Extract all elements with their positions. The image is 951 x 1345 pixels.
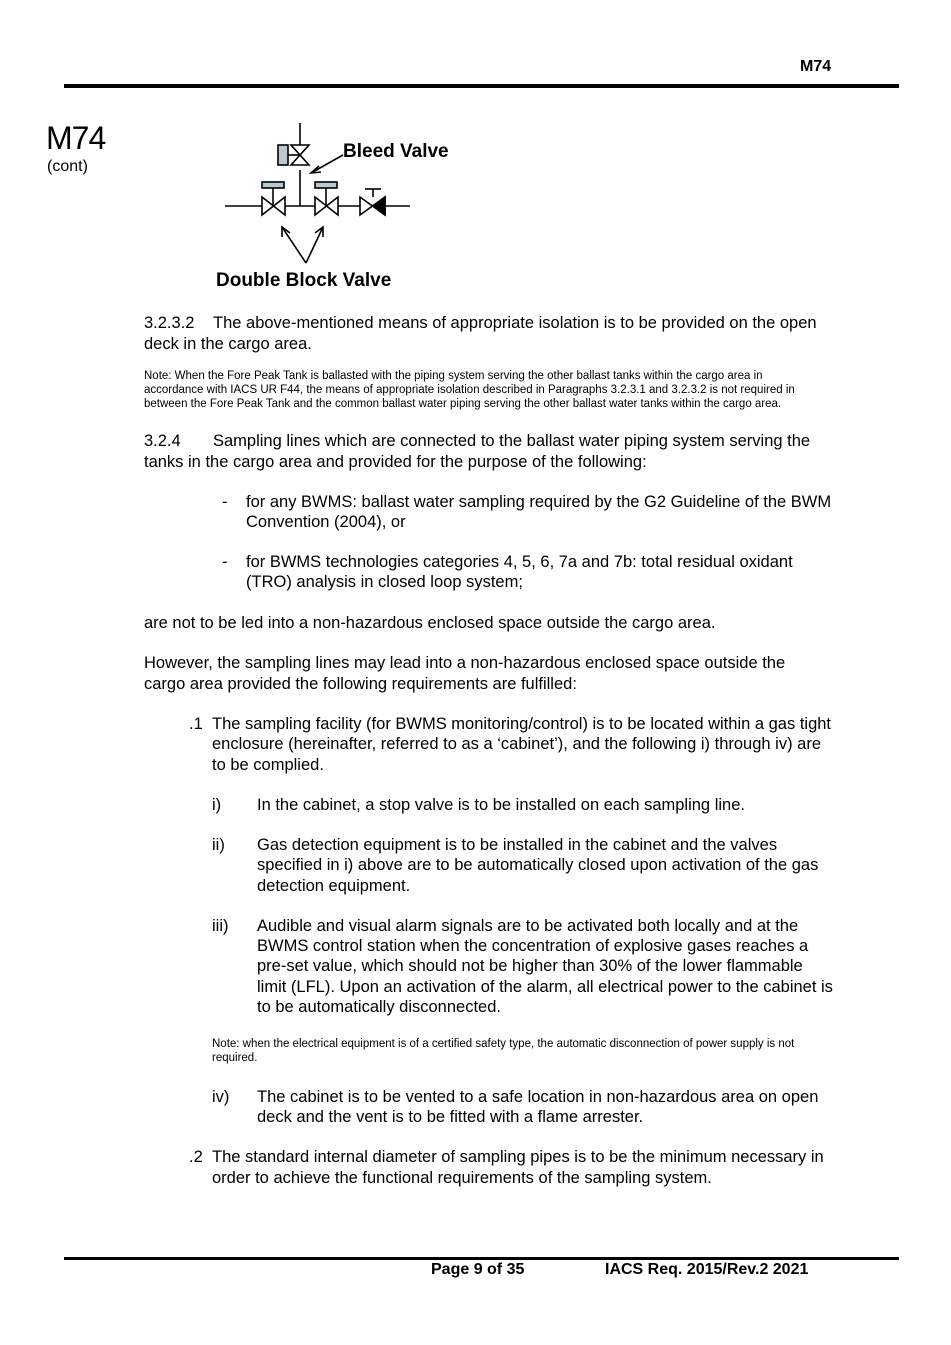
sub-i-l1: In the cabinet, a stop valve is to be installed on each sampling line.: [257, 796, 745, 814]
bullet1-l2: Convention (2004), or: [246, 513, 406, 531]
item2-l1: The standard internal diameter of sampling pipes is to be the minimum necessary in: [212, 1148, 824, 1166]
s3232-note-l3: between the Fore Peak Tank and the common ballast water piping serving the other ballast water tanks within the cargo area.: [144, 398, 782, 410]
bullet2-dash: -: [222, 553, 228, 571]
however-l2: cargo area provided the following requirements are fulfilled:: [144, 675, 577, 693]
s3232-text-l2: deck in the cargo area.: [144, 335, 312, 353]
item1-num: .1: [189, 715, 203, 733]
bleed-arrow: [311, 155, 343, 173]
footer-page: Page 9 of 35: [431, 1261, 525, 1278]
s3232-note-l2: accordance with IACS UR F44, the means of appropriate isolation described in Paragraphs 3.2.3.1 and 3.2.3.2 is not required in: [144, 384, 795, 396]
sub-ii-l2: specified in i) above are to be automatically closed upon activation of the gas: [257, 856, 819, 874]
footer-ref: IACS Req. 2015/Rev.2 2021: [605, 1261, 809, 1278]
s324-l2: tanks in the cargo area and provided for the purpose of the following:: [144, 453, 647, 471]
s324-number: 3.2.4: [144, 432, 181, 450]
valve-diagram: [215, 115, 475, 295]
item2-num: .2: [189, 1148, 203, 1166]
header-rule: [64, 84, 899, 88]
sub-ii-l1: Gas detection equipment is to be installed in the cabinet and the valves: [257, 836, 778, 854]
bullet2-l1: for BWMS technologies categories 4, 5, 6, 7a and 7b: total residual oxidant: [246, 553, 793, 571]
sub-ii-l3: detection equipment.: [257, 877, 411, 895]
sub-iv-num: iv): [212, 1088, 230, 1106]
bullet1-dash: -: [222, 493, 228, 511]
bullet1-l1: for any BWMS: ballast water sampling required by the G2 Guideline of the BWM: [246, 493, 832, 511]
item1-l1: The sampling facility (for BWMS monitoring/control) is to be located within a gas tight: [212, 715, 832, 733]
block-valve-left-actuator-icon: [262, 182, 284, 188]
bullet2-l2: (TRO) analysis in closed loop system;: [246, 573, 523, 591]
bleed-valve-actuator-icon: [278, 145, 288, 165]
item2-l2: order to achieve the functional requirements of the sampling system.: [212, 1169, 712, 1187]
s324-l1: Sampling lines which are connected to the ballast water piping system serving the: [213, 432, 811, 450]
double-block-valve-label: Double Block Valve: [216, 270, 392, 291]
double-block-arrow-right: [306, 227, 323, 263]
block-valve-right-actuator-icon: [315, 182, 337, 188]
footer-rule: [64, 1257, 899, 1260]
however-l1: However, the sampling lines may lead into a non-hazardous enclosed space outside the: [144, 654, 786, 672]
s3232-note-l1: Note: When the Fore Peak Tank is ballasted with the piping system serving the other ballast tanks within the cargo area in: [144, 370, 763, 382]
sub-iii-l5: to be automatically disconnected.: [257, 998, 501, 1016]
s3232-number: 3.2.3.2: [144, 314, 195, 332]
item1-l3: to be complied.: [212, 756, 324, 774]
s3232-text-l1: The above-mentioned means of appropriate isolation is to be provided on the open: [213, 314, 817, 332]
sub-iii-num: iii): [212, 917, 229, 935]
double-block-arrow-left: [282, 227, 306, 263]
bleed-valve-label: Bleed Valve: [343, 141, 449, 162]
note2-l1: Note: when the electrical equipment is of a certified safety type, the automatic disconnection of power supply is not: [212, 1038, 795, 1050]
sub-iii-l1: Audible and visual alarm signals are to be activated both locally and at the: [257, 917, 799, 935]
sub-ii-num: ii): [212, 836, 225, 854]
sub-iv-l2: deck and the vent is to be fitted with a flame arrester.: [257, 1108, 644, 1126]
note2-l2: required.: [212, 1052, 258, 1064]
header-code: M74: [800, 58, 832, 75]
sub-iii-l4: limit (LFL). Upon an activation of the alarm, all electrical power to the cabinet is: [257, 978, 833, 996]
sub-iv-l1: The cabinet is to be vented to a safe location in non-hazardous area on open: [257, 1088, 819, 1106]
sub-iii-l3: pre-set value, which should not be higher than 30% of the lower flammable: [257, 957, 803, 975]
sub-iii-l2: BWMS control station when the concentration of explosive gases reaches a: [257, 937, 809, 955]
item1-l2: enclosure (hereinafter, referred to as a ‘cabinet’), and the following i) through iv) are: [212, 735, 821, 753]
sub-i-num: i): [212, 796, 222, 814]
s324-after: are not to be led into a non-hazardous enclosed space outside the cargo area.: [144, 614, 716, 632]
side-code: M74: [46, 120, 106, 156]
side-cont: (cont): [47, 158, 88, 175]
